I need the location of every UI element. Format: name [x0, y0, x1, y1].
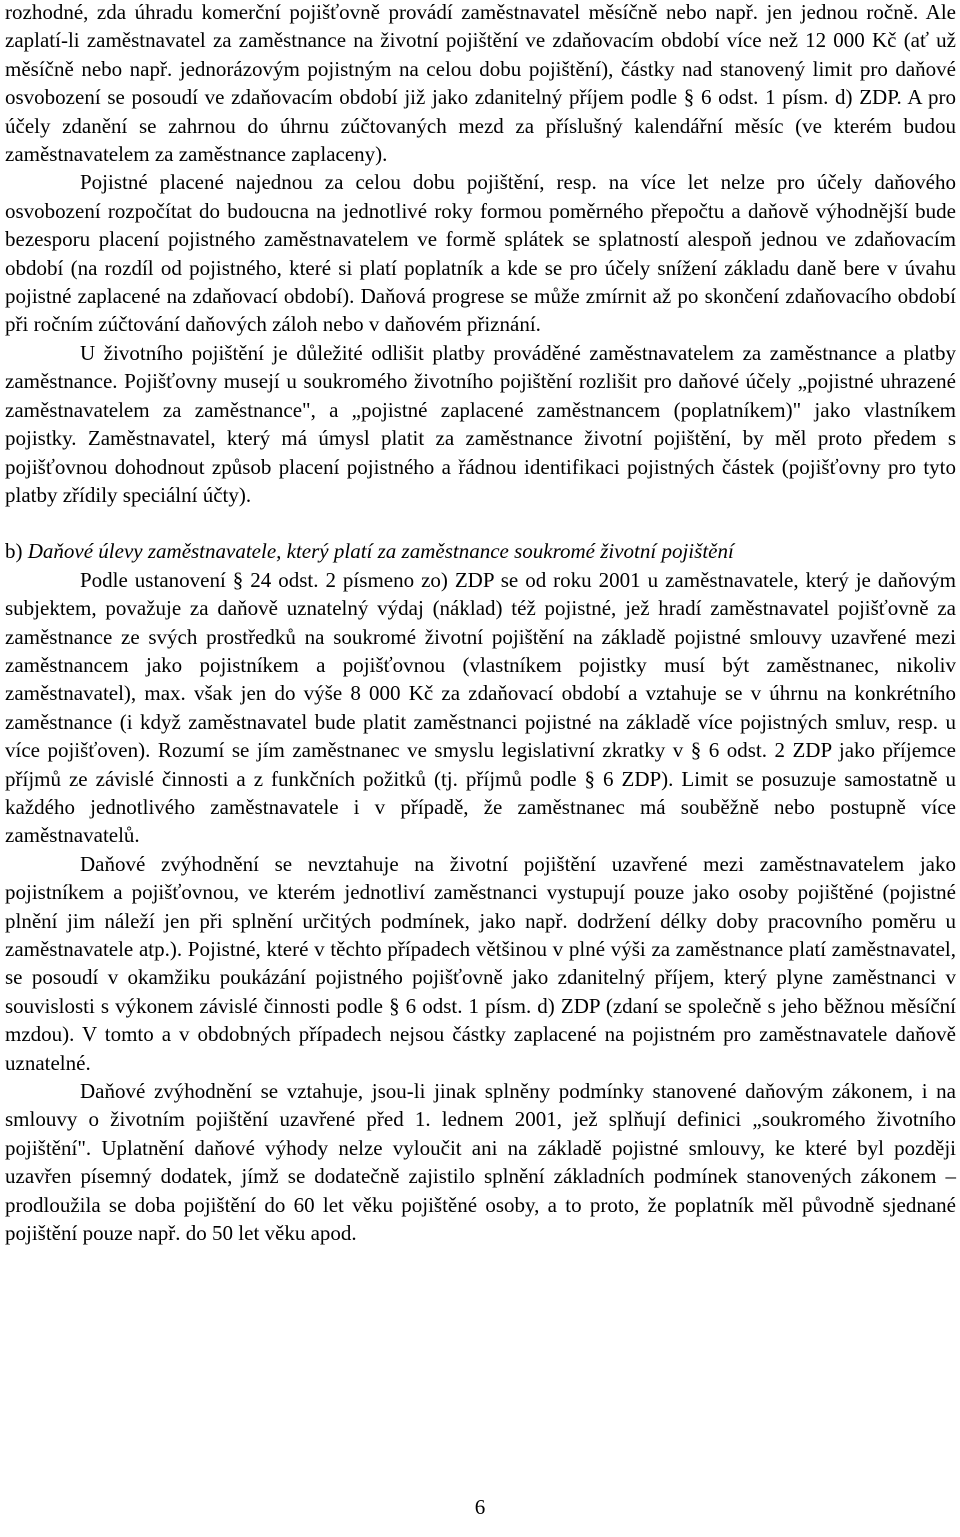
page-number: 6: [474, 1495, 486, 1519]
document-page: [5, 0, 956, 1247]
paragraph-1: rozhodné, zda úhradu komerční pojišťovně provádí zaměstnavatel měsíčně nebo např. jen jednou ročně. Ale zaplatí-li zaměstnavatel za zaměstnance na životní pojištění ve zdaňovacím období více než 12 000 Kč (ať už měsíčně nebo např. jednorázovým pojistným na celou dobu pojištění), částky nad stanovený limit pro daňové osvobození se posoudí ve zdaňovacím období již jako zdanitelný příjem podle § 6 odst. 1 písm. d) ZDP. A pro účely zdanění se zahrnou do úhrnu zúčtovaných mezd za příslušný kalendářní měsíc (ve kterém budou zaměstnavatelem za zaměstnance zaplaceny).: [5, 0, 956, 167]
paragraph-5: Daňové zvýhodnění se nevztahuje na životní pojištění uzavřené mezi zaměstnavatelem jako pojistníkem a pojišťovnou, ve kterém jednotliví zaměstnanci vystupují pouze jako osoby pojištěné (pojistné plnění jim náleží jen při splnění určitých podmínek, jako např. dodržení délky doby pracovního poměru u zaměstnavatele atp.). Pojistné, které v těchto případech většinou v plné výši za zaměstnance platí zaměstnavatel, se posoudí v okamžiku poukázání pojistného pojišťovně jako zdanitelný příjem, který plyne zaměstnanci v souvislosti s výkonem závislé činnosti podle § 6 odst. 1 písm. d) ZDP (zdaní se společně s jeho běžnou měsíční mzdou). V tomto a v obdobných případech nejsou částky zaplacené na pojistném pro zaměstnavatele daňově uznatelné.: [5, 851, 956, 1075]
paragraph-4: Podle ustanovení § 24 odst. 2 písmeno zo) ZDP se od roku 2001 u zaměstnavatele, který je daňovým subjektem, považuje za daňově uznatelný výdaj (náklad) též pojistné, jež hradí zaměstnavatel pojišťovně za zaměstnance ze svých prostředků na soukromé životní pojištění na základě pojistné smlouvy uzavřené mezi zaměstnancem jako pojistníkem a pojišťovnou (vlastníkem pojistky musí být zaměstnanec, nikoliv zaměstnavatel), max. však jen do výše 8 000 Kč za zdaňovací období a vztahuje se v úhrnu na konkrétního zaměstnance (i když zaměstnavatel bude platit zaměstnanci pojistné na základě více pojistných smluv, resp. u více pojišťoven). Rozumí se jím zaměstnanec ve smyslu legislativní zkratky v § 6 odst. 2 ZDP jako příjemce příjmů ze závislé činnosti a z funkčních požitků (tj. příjmů podle § 6 ZDP). Limit se posuzuje samostatně u každého jednotlivého zaměstnavatele i v případě, že zaměstnanec má souběžně nebo postupně více zaměstnavatelů.: [5, 567, 956, 848]
section-heading: [5, 537, 956, 565]
section-heading-marker: b): [5, 539, 23, 564]
paragraph-2: Pojistné placené najednou za celou dobu pojištění, resp. na více let nelze pro účely daňového osvobození rozpočítat do budoucna na jednotlivé roky formou poměrného přepočtu a daňově výhodnější bude bezesporu placení pojistného zaměstnavatelem ve formě splátek se splatností alespoň jednou ve zdaňovacím období (na rozdíl od pojistného, které si platí poplatník a kde se pro účely snížení základu daně bere v úvahu pojistné zaplacené na zdaňovací období). Daňová progrese se může zmírnit až po skončení zdaňovacího období při ročním zúčtování daňových záloh nebo v daňovém přiznání.: [5, 170, 956, 337]
paragraph-3: U životního pojištění je důležité odlišit platby prováděné zaměstnavatelem za zaměstnance a platby zaměstnance. Pojišťovny musejí u soukromého životního pojištění rozlišit pro daňové účely „pojistné uhrazené zaměstnavatelem za zaměstnance", a „pojistné zaplacené zaměstnancem (poplatníkem)" jako vlastníkem pojistky. Zaměstnavatel, který má úmysl platit za zaměstnance životní pojištění, by měl proto předem s pojišťovnou dohodnout způsob placení pojistného a řádnou identifikaci pojistných částek (pojišťovny pro tyto platby zřídily speciální účty).: [5, 340, 956, 507]
section-heading-title: Daňové úlevy zaměstnavatele, který platí za zaměstnance soukromé životní pojištění: [27, 539, 734, 564]
paragraph-6: Daňové zvýhodnění se vztahuje, jsou-li jinak splněny podmínky stanovené daňovým zákonem, i na smlouvy o životním pojištění uzavřené před 1. lednem 2001, jež splňují definici „soukromého životního pojištění". Uplatnění daňové výhody nelze vyloučit ani na základě pojistné smlouvy, ke které byl později uzavřen písemný dodatek, jímž se dodatečně zajistilo splnění základních podmínek stanovených zákonem – prodloužila se doba pojištění do 60 let věku pojištěné osoby, a to proto, že poplatník měl původně sjednané pojištění pouze např. do 50 let věku apod.: [5, 1079, 956, 1246]
